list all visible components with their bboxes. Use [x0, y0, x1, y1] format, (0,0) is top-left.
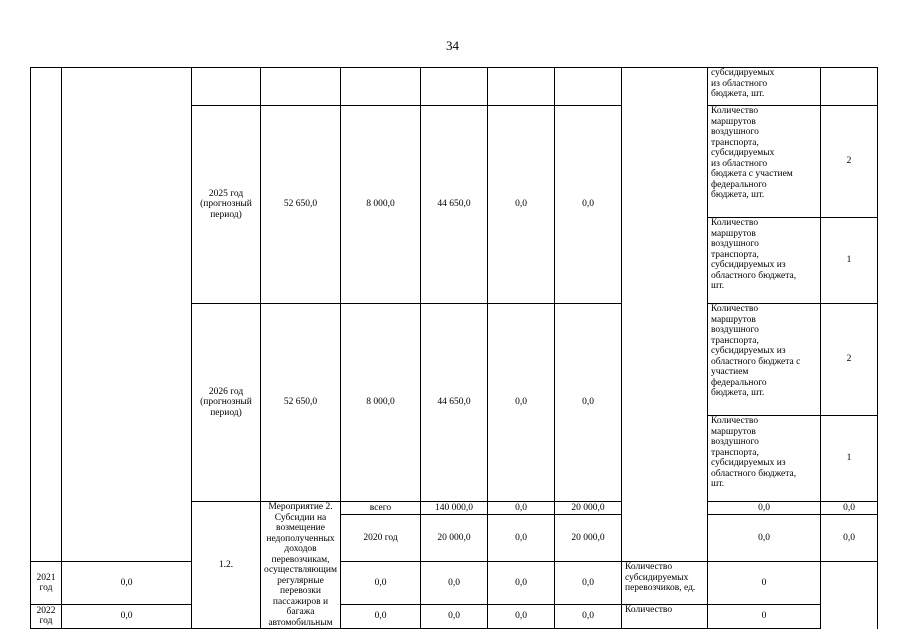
period-cell [192, 304, 261, 502]
indicator-value-cell [821, 304, 878, 416]
indicator-cell [708, 218, 821, 304]
period-cell [31, 562, 62, 604]
period-label: 2021 год [36, 572, 56, 593]
page-number: 34 [446, 38, 459, 53]
value-cell [555, 304, 622, 502]
indicator-value-cell [708, 604, 821, 628]
regional-value: 44 650,0 [437, 199, 471, 210]
value-cell [421, 106, 488, 304]
total-value: 0,0 [120, 611, 133, 622]
regional-value: 44 650,0 [437, 397, 471, 408]
period-cell [341, 514, 421, 562]
indicator-value: 0 [761, 611, 767, 622]
indicator-value-cell [821, 218, 878, 304]
period-label: всего [369, 502, 392, 513]
federal-value: 0,0 [515, 532, 527, 543]
regional-value: 0,0 [448, 577, 460, 588]
indicator-value-cell [821, 416, 878, 502]
federal-value: 8 000,0 [366, 199, 395, 210]
period-cell [341, 502, 421, 515]
indicator-cell [708, 68, 821, 106]
local-value: 0,0 [515, 397, 527, 408]
number-cell [192, 502, 261, 629]
value-cell-empty [488, 68, 555, 106]
other-value: 0,0 [582, 397, 594, 408]
value-cell-empty [261, 68, 341, 106]
federal-value: 0,0 [374, 611, 387, 622]
local-value: 0,0 [515, 577, 527, 588]
value-cell [62, 604, 192, 628]
regional-value: 20 000,0 [571, 532, 605, 543]
period-label: 2026 год (прогнозный период) [200, 386, 252, 418]
regional-value: 20 000,0 [571, 502, 605, 513]
local-value: 0,0 [758, 532, 770, 543]
indicator-text: Количество субсидируемых перевозчиков, ед. [625, 562, 696, 594]
indicator-cell [708, 304, 821, 416]
value-cell [555, 106, 622, 304]
value-cell [488, 514, 555, 562]
value-cell [555, 502, 622, 515]
value-cell [261, 106, 341, 304]
indicator-value: 1 [846, 255, 852, 266]
local-value: 0,0 [515, 199, 527, 210]
total-value: 0,0 [120, 577, 133, 588]
value-cell-empty [421, 68, 488, 106]
federal-value: 0,0 [515, 502, 527, 513]
period-cell [31, 604, 62, 628]
value-cell [488, 604, 555, 628]
value-cell [341, 562, 421, 604]
indicator-text: Количество [625, 604, 673, 615]
indicator-value-cell [821, 106, 878, 218]
table-row [31, 562, 878, 604]
value-cell [62, 562, 192, 604]
period-cell-empty [192, 68, 261, 106]
value-cell [261, 304, 341, 502]
local-value: 0,0 [758, 502, 770, 513]
indicator-value: 0 [761, 577, 767, 588]
other-value: 0,0 [582, 611, 594, 622]
indicator-value: 2 [846, 354, 852, 365]
value-cell [488, 502, 555, 515]
measure-number: 1.2. [218, 559, 234, 570]
indicator-cell [708, 106, 821, 218]
other-value: 0,0 [843, 502, 855, 513]
indicator-value: 1 [846, 453, 852, 464]
other-value: 0,0 [582, 577, 594, 588]
value-cell [708, 502, 821, 515]
period-label: 2022 год [36, 605, 56, 627]
value-cell [488, 304, 555, 502]
value-cell [821, 514, 878, 562]
value-cell [341, 304, 421, 502]
value-cell [821, 502, 878, 515]
total-value: 20 000,0 [437, 532, 471, 543]
indicator-value: 2 [846, 156, 852, 167]
value-cell [341, 604, 421, 628]
local-value: 0,0 [515, 611, 527, 622]
indicator-cell [622, 604, 708, 628]
value-cell-empty [341, 68, 421, 106]
federal-value: 0,0 [374, 577, 387, 588]
total-value: 52 650,0 [283, 397, 318, 408]
value-cell [555, 604, 622, 628]
value-cell [341, 106, 421, 304]
value-cell [555, 562, 622, 604]
table-row [31, 68, 878, 106]
value-cell [555, 514, 622, 562]
indicator-cell [622, 562, 708, 604]
number-cell-empty [31, 68, 62, 562]
value-cell [708, 514, 821, 562]
indicator-text: Количество маршрутов воздушного транспорта, субсидируемых из областного бюджета с участием федерального бюджета, шт. [711, 106, 793, 200]
indicator-text: Количество маршрутов воздушного транспорта, субсидируемых из областного бюджета, шт. [711, 218, 797, 291]
value-cell [421, 604, 488, 628]
table-row [31, 604, 878, 628]
indicator-text: Количество маршрутов воздушного транспорта, субсидируемых из областного бюджета, шт. [711, 416, 797, 489]
program-table [30, 67, 878, 629]
value-cell-empty [555, 68, 622, 106]
indicator-value-cell-empty [821, 68, 878, 106]
indicator-cell [708, 416, 821, 502]
other-value: 0,0 [843, 532, 855, 543]
regional-value: 0,0 [448, 611, 460, 622]
value-cell [488, 562, 555, 604]
indicator-text: Количество маршрутов воздушного транспорта, субсидируемых из областного бюджета с участием федерального бюджета, шт. [711, 304, 801, 398]
indicator-value-cell [708, 562, 821, 604]
period-label: 2020 год [363, 532, 398, 543]
measure-title: Мероприятие 2. Субсидии на возмещение недополученных доходов перевозчикам, осуществляющим регулярные перевозки пассажиров и багажа автомобильным [264, 502, 337, 628]
value-cell [421, 562, 488, 604]
period-cell [192, 106, 261, 304]
measure-cell [261, 502, 341, 629]
value-cell [421, 514, 488, 562]
value-cell [421, 304, 488, 502]
value-cell [488, 106, 555, 304]
period-label: 2025 год (прогнозный период) [200, 188, 252, 220]
total-value: 52 650,0 [283, 199, 318, 210]
other-value: 0,0 [582, 199, 594, 210]
measure-cell-empty [62, 68, 192, 562]
federal-value: 8 000,0 [366, 397, 395, 408]
total-value: 140 000,0 [435, 502, 473, 513]
indicator-text: субсидируемых из областного бюджета, шт. [711, 68, 775, 99]
value-cell [421, 502, 488, 515]
executor-cell-empty [622, 68, 708, 562]
